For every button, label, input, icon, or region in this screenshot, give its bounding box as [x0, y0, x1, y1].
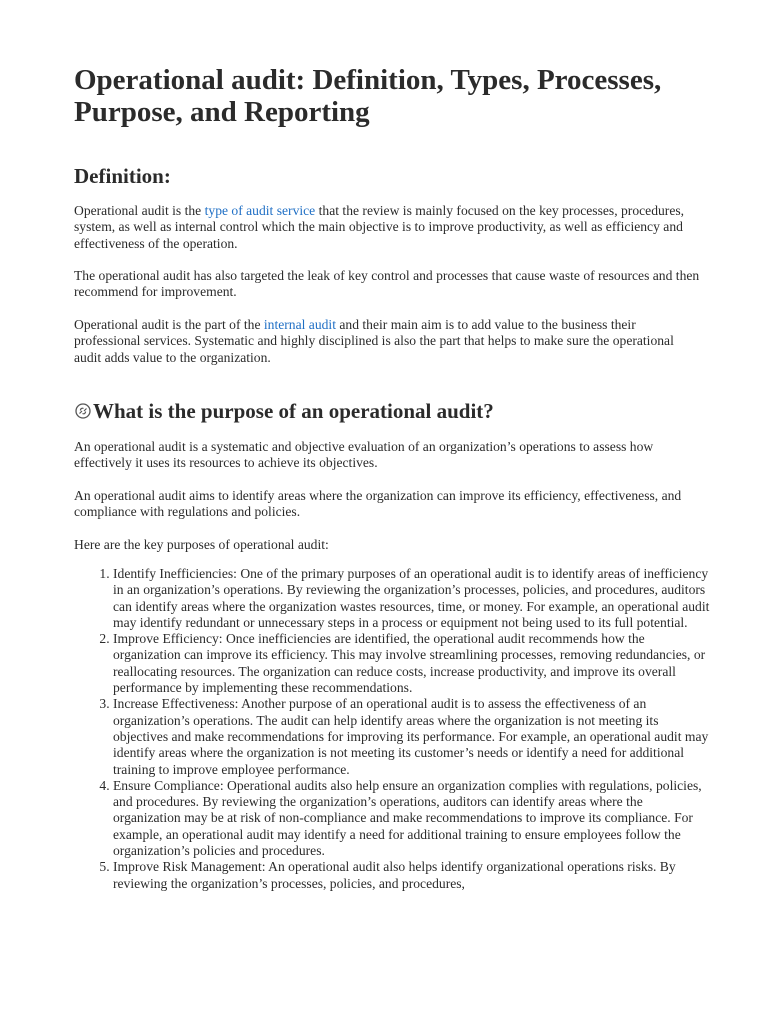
- list-item: 1. Identify Inefficiencies: One of the primary purposes of an operational audit is to identify areas of inefficiency in an organization’s operations. By reviewing the organization’s processes, policies, and procedures, auditors can identify areas where the organization wastes resources, time, or money. For example, an operational audit may identify redundant or unnecessary steps in a process or equipment not being used to its full potential.: [113, 566, 713, 631]
- text-span: and their main aim is to add value to the business their professional services. Systematic and highly disciplined is also the part that helps to make sure the operational audit adds value to the organization.: [74, 317, 674, 365]
- list-item: 5. Improve Risk Management: An operational audit also helps identify organizational operations risks. By reviewing the organization’s processes, policies, and procedures,: [113, 859, 713, 892]
- definition-heading: Definition:: [74, 164, 171, 188]
- text-span: Operational audit is the part of the: [74, 317, 264, 332]
- purposes-list: [74, 566, 713, 892]
- definition-paragraph-3: [74, 317, 704, 366]
- list-item: 4. Ensure Compliance: Operational audits also help ensure an organization complies with regulations, policies, and procedures. By reviewing the organization’s operations, auditors can identify areas where the organization may be at risk of non-compliance and make recommendations to improve its compliance. For example, an operational audit may identify a need for additional training to ensure employees follow the organization’s policies and procedures.: [113, 778, 713, 859]
- type-of-audit-service-link[interactable]: type of audit service: [204, 203, 316, 218]
- page-title: Operational audit: Definition, Types, Processes, Purpose, and Reporting: [74, 64, 662, 128]
- text-span: Operational audit is the: [74, 203, 205, 218]
- definition-paragraph-2: The operational audit has also targeted the leak of key control and processes that cause waste of resources and then recommend for improvement.: [74, 268, 700, 300]
- purpose-heading-text: What is the purpose of an operational audit?: [93, 399, 494, 423]
- list-item: 3. Increase Effectiveness: Another purpose of an operational audit is to assess the effectiveness of an organization’s operations. The audit can help identify areas where the organization is not meeting its objectives and make recommendations for improving its performance. For example, an operational audit may identify areas where the organization is not meeting its customer’s needs or identify a need for additional training to improve employee performance.: [113, 696, 713, 777]
- text-span: that the review is mainly focused on the key processes, procedures, system, as well as internal control which the main objective is to improve productivity, as well as efficiency and effectiveness of the operation.: [74, 203, 685, 251]
- purpose-paragraph-3: Here are the key purposes of operational audit:: [74, 537, 329, 552]
- purpose-paragraph-2: An operational audit aims to identify areas where the organization can improve its efficiency, effectiveness, and compliance with regulations and policies.: [74, 488, 682, 520]
- internal-audit-link[interactable]: internal audit: [263, 317, 336, 332]
- list-item: 2. Improve Efficiency: Once inefficiencies are identified, the operational audit recommends how the organization can improve its efficiency. This may involve streamlining processes, removing redundancies, or reallocating resources. The organization can reduce costs, increase productivity, and improve its overall performance by implementing these recommendations.: [113, 631, 713, 696]
- purpose-paragraph-1: An operational audit is a systematic and objective evaluation of an organization’s operations to assess how effectively it uses its resources to achieve its objectives.: [74, 439, 654, 471]
- purpose-heading: [74, 399, 494, 423]
- definition-paragraph-1: [74, 203, 704, 252]
- link-icon[interactable]: [74, 401, 92, 419]
